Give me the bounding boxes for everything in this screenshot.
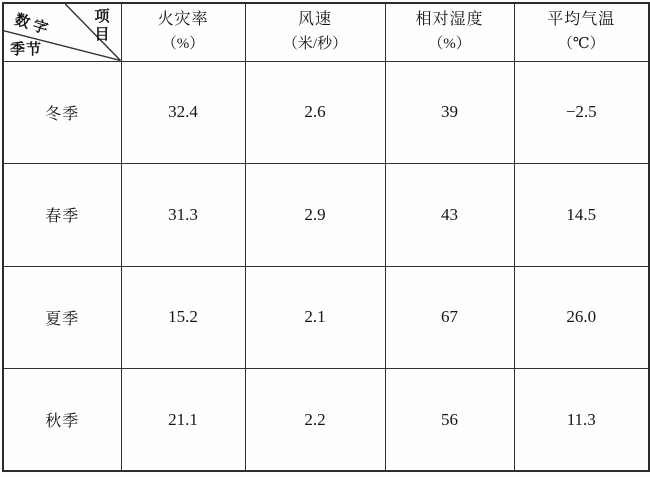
col-header-fire-rate <box>121 3 245 61</box>
col-header-unit: （米/秒） <box>282 36 348 53</box>
value-cell: 2.2 <box>245 369 385 472</box>
col-header-wind-speed <box>245 3 385 61</box>
value-cell: 14.5 <box>514 164 649 267</box>
value-cell: −2.5 <box>514 61 649 164</box>
corner-rows-label: 季节 <box>10 41 43 58</box>
season-cell: 夏季 <box>3 266 121 369</box>
value-cell: 39 <box>385 61 514 164</box>
value-cell: 15.2 <box>121 266 245 369</box>
table-row-winter <box>3 61 649 164</box>
col-header-name: 相对湿度 <box>415 11 484 29</box>
value-cell: 2.6 <box>245 61 385 164</box>
value-cell: 26.0 <box>514 266 649 369</box>
value-cell: 56 <box>385 369 514 472</box>
col-header-name: 火灾率 <box>157 11 209 29</box>
season-cell: 冬季 <box>3 61 121 164</box>
value-cell: 43 <box>385 164 514 267</box>
col-header-unit: （%） <box>161 36 205 53</box>
header-row <box>3 3 649 61</box>
col-header-unit: （℃） <box>557 36 605 53</box>
value-cell: 2.1 <box>245 266 385 369</box>
table-row-summer <box>3 266 649 369</box>
table-row-autumn <box>3 369 649 472</box>
col-header-name: 风速 <box>297 11 332 29</box>
season-cell: 春季 <box>3 164 121 267</box>
diagonal-corner-cell <box>3 3 121 61</box>
value-cell: 11.3 <box>514 369 649 472</box>
value-cell: 2.9 <box>245 164 385 267</box>
corner-value-label: 数字 <box>12 12 54 40</box>
corner-columns-label: 项目 <box>92 8 109 44</box>
col-header-unit: （%） <box>428 36 471 53</box>
seasonal-fire-statistics-table <box>2 2 650 472</box>
col-header-average-temperature <box>514 3 649 61</box>
table-row-spring <box>3 164 649 267</box>
value-cell: 31.3 <box>121 164 245 267</box>
value-cell: 32.4 <box>121 61 245 164</box>
value-cell: 67 <box>385 266 514 369</box>
season-cell: 秋季 <box>3 369 121 472</box>
col-header-relative-humidity <box>385 3 514 61</box>
col-header-name: 平均气温 <box>547 11 616 29</box>
value-cell: 21.1 <box>121 369 245 472</box>
